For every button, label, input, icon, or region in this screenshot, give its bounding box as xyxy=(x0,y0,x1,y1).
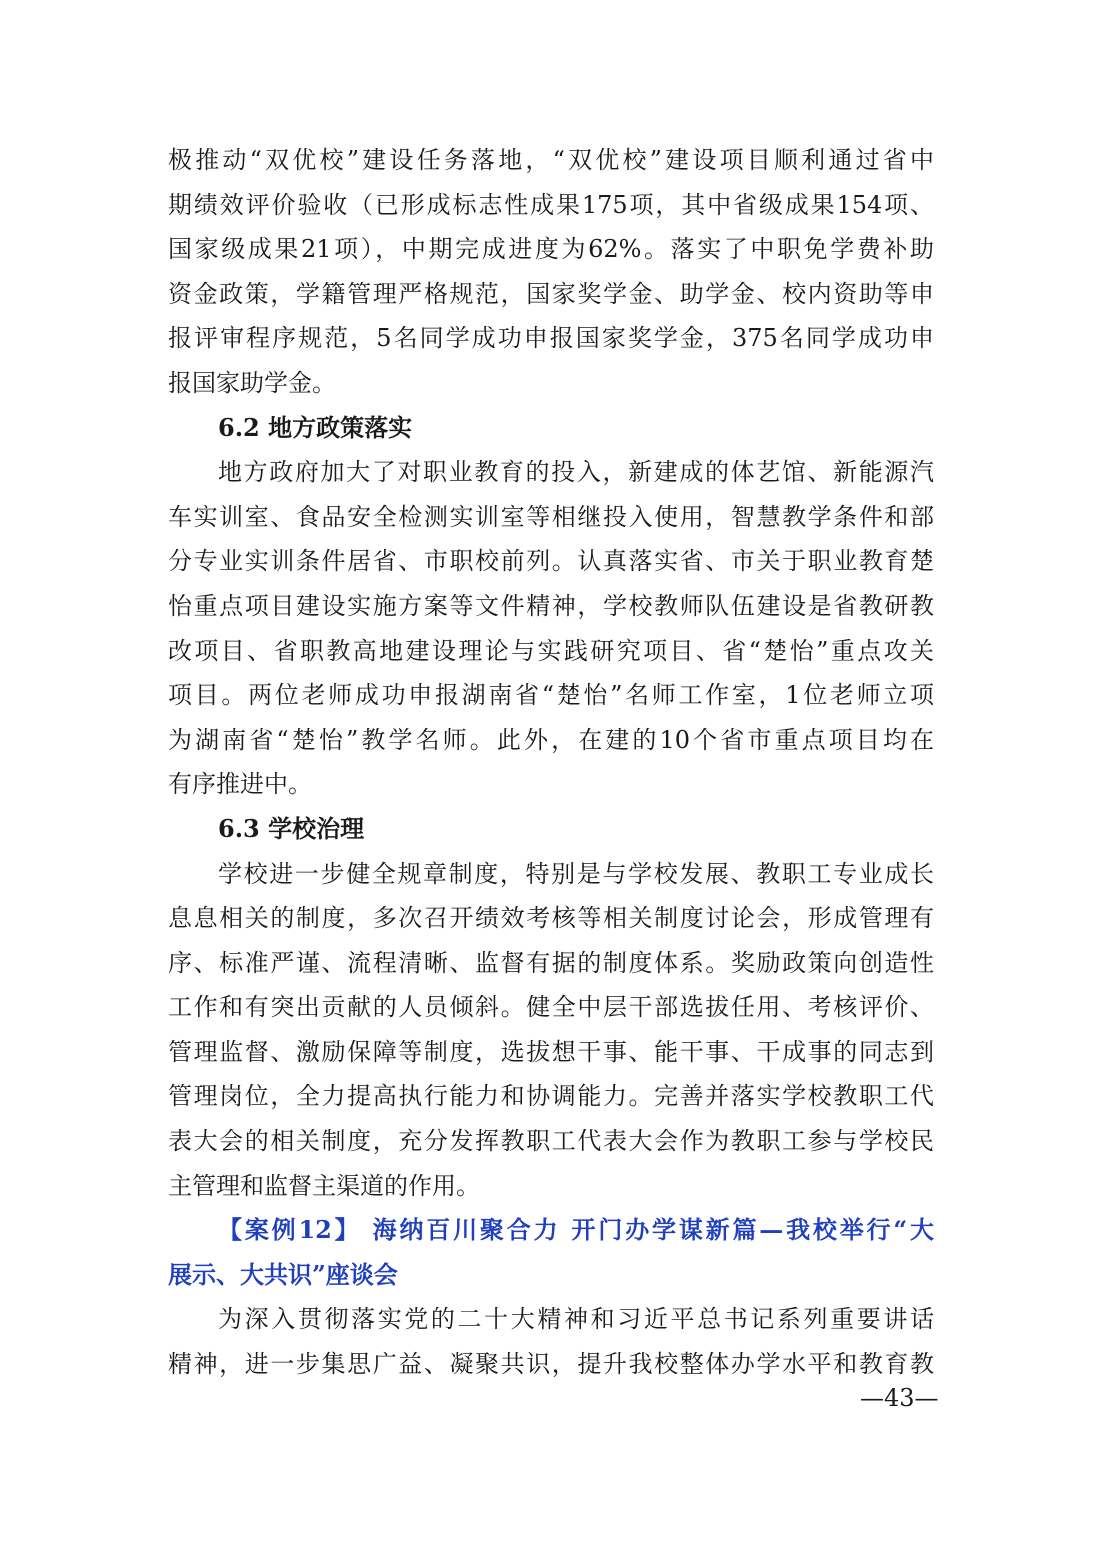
body-line: 报评审程序规范，5名同学成功申报国家奖学金，375名同学成功申 xyxy=(168,324,934,353)
body-line: 为湖南省“楚怡”教学名师。此外，在建的10个省市重点项目均在 xyxy=(168,725,934,754)
body-line: 学校进一步健全规章制度，特别是与学校发展、教职工专业成长 xyxy=(218,859,934,888)
body-line: 管理岗位，全力提高执行能力和协调能力。完善并落实学校教职工代 xyxy=(168,1082,934,1111)
body-line: 资金政策，学籍管理严格规范，国家奖学金、助学金、校内资助等申 xyxy=(168,279,934,308)
body-line: 项目。两位老师成功申报湖南省“楚怡”名师工作室，1位老师立项 xyxy=(168,681,934,710)
body-line: 管理监督、激励保障等制度，选拔想干事、能干事、干成事的同志到 xyxy=(168,1037,934,1066)
page-number: —43— xyxy=(860,1384,939,1412)
body-line: 主管理和监督主渠道的作用。 xyxy=(168,1171,480,1200)
body-line: 分专业实训条件居省、市职校前列。认真落实省、市关于职业教育楚 xyxy=(168,547,934,576)
body-line: 怡重点项目建设实施方案等文件精神，学校教师队伍建设是省教研教 xyxy=(168,591,934,620)
body-line: 工作和有突出贡献的人员倾斜。健全中层干部选拔任用、考核评价、 xyxy=(168,993,934,1022)
body-line: 表大会的相关制度，充分发挥教职工代表大会作为教职工参与学校民 xyxy=(168,1127,934,1156)
body-line: 有序推进中。 xyxy=(168,770,312,799)
case-title-continued: 展示、大共识”座谈会 xyxy=(168,1259,398,1289)
body-line: 国家级成果21项），中期完成进度为62%。落实了中职免学费补助 xyxy=(168,235,934,264)
body-line: 车实训室、食品安全检测实训室等相继投入使用，智慧教学条件和部 xyxy=(168,502,934,531)
case-title: 【案例12】 海纳百川聚合力 开门办学谋新篇—我校举行“大 xyxy=(218,1215,934,1245)
body-line: 报国家助学金。 xyxy=(168,368,336,397)
section-heading-6-2: 6.2 地方政策落实 xyxy=(218,412,413,442)
body-line: 期绩效评价验收（已形成标志性成果175项，其中省级成果154项、 xyxy=(168,190,934,219)
body-line: 为深入贯彻落实党的二十大精神和习近平总书记系列重要讲话 xyxy=(218,1305,934,1334)
body-line: 序、标准严谨、流程清晰、监督有据的制度体系。奖励政策向创造性 xyxy=(168,948,934,977)
section-heading-6-3: 6.3 学校治理 xyxy=(218,813,365,843)
body-line: 地方政府加大了对职业教育的投入，新建成的体艺馆、新能源汽 xyxy=(218,458,934,487)
body-line: 息息相关的制度，多次召开绩效考核等相关制度讨论会，形成管理有 xyxy=(168,904,934,933)
document-body xyxy=(168,138,934,1387)
body-line: 改项目、省职教高地建设理论与实践研究项目、省“楚怡”重点攻关 xyxy=(168,636,934,665)
body-line: 精神，进一步集思广益、凝聚共识，提升我校整体办学水平和教育教 xyxy=(168,1350,934,1379)
body-line: 极推动“双优校”建设任务落地，“双优校”建设项目顺利通过省中 xyxy=(168,146,934,174)
